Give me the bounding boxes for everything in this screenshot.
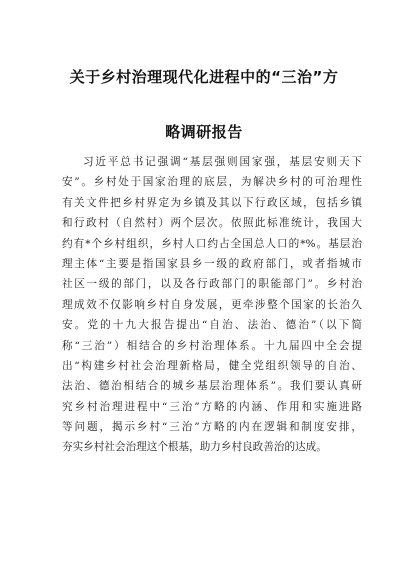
paragraph-line: 出“构建乡村社会治理新格局，健全党组织领导的自治、: [62, 359, 362, 372]
paragraph-line: 夯实乡村社会治理这个根基，助力乡村良政善治的达成。: [62, 441, 327, 454]
document-title-line-2: 略调研报告: [165, 123, 243, 141]
paragraph-line: 理成效不仅影响乡村自身发展，更牵涉整个国家的长治久: [62, 298, 362, 311]
paragraph-line: 安。党的十九大报告提出“自治、法治、德治”（以下简: [62, 319, 362, 332]
paragraph-line: 约有*个乡村组织，乡村人口约占全国总人口的*%。基层治: [62, 237, 362, 250]
paragraph-line: 有关文件把乡村界定为乡镇及其以下行政区域，包括乡镇: [62, 196, 362, 209]
paragraph-line: 安”。乡村处于国家治理的底层，为解决乡村的可治理性: [62, 176, 362, 189]
paragraph-line: 社区一级的部门，以及各行政部门的职能部门”。乡村治: [62, 278, 362, 291]
paragraph-line: 等问题，揭示乡村“三治”方略的内在逻辑和制度安排，: [62, 421, 362, 434]
paragraph-line: 称“三治”）相结合的乡村治理体系。十九届四中全会提: [62, 339, 362, 352]
paragraph-line: 和行政村（自然村）两个层次。依照此标准统计，我国大: [62, 217, 362, 230]
paragraph-line: 习近平总书记强调“基层强则国家强，基层安则天下: [83, 156, 362, 168]
paragraph-line: 究乡村治理进程中“三治”方略的内涵、作用和实施进路: [62, 400, 362, 413]
body-paragraph: [62, 152, 362, 458]
paragraph-line: 法治、德治相结合的城乡基层治理体系”。我们要认真研: [62, 380, 362, 393]
document-title-line-1: 关于乡村治理现代化进程中的“三治”方: [69, 68, 339, 86]
paragraph-line: 理主体“主要是指国家县乡一级的政府部门，或者指城市: [62, 257, 362, 270]
